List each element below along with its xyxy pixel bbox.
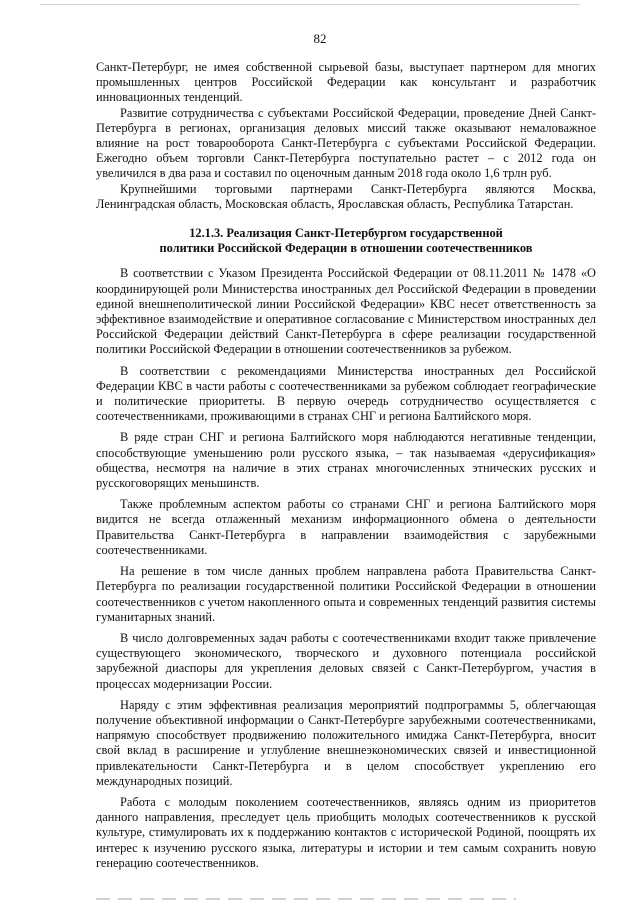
section-heading-line: политики Российской Федерации в отношении соотечественников (159, 241, 533, 256)
body-paragraph: В число долговременных задач работы с соотечественниками входит также привлечение существующего экономического, творческого и духовного потенциала российской зарубежной диаспоры для укрепления деловых связей с Санкт-Петербургом, участия в процессах модернизации России. (96, 630, 596, 691)
body-paragraph: Развитие сотрудничества с субъектами Российской Федерации, проведение Дней Санкт-Петербурга в регионах, организация деловых миссий также оказывают немаловажное влияние на рост товарооборота Санкт-Петербурга с субъектами Российской Федерации. Ежегодно объем торговли Санкт-Петербурга поступательно растет – с 2012 года он увеличился в два раза и составил по оценочным данным 2018 года около 1,6 трлн руб. (96, 105, 596, 181)
body-paragraph: В ряде стран СНГ и региона Балтийского моря наблюдаются негативные тенденции, способствующие уменьшению роли русского языка, – так называемая «дерусификация» общества, несмотря на наличие в этих странах многочисленных этнических русских и русскоговорящих меньшинств. (96, 430, 596, 491)
page-top-rule (40, 4, 580, 5)
body-paragraph: В соответствии с рекомендациями Министерства иностранных дел Российской Федерации КВС в части работы с соотечественниками за рубежом соблюдает географические и политические приоритеты. В первую очередь сотрудничество осуществляется с соотечественниками, проживающими в странах СНГ и региона Балтийского моря. (96, 363, 596, 424)
page-number: 82 (313, 31, 327, 46)
section-heading (96, 226, 596, 256)
body-paragraph: В соответствии с Указом Президента Российской Федерации от 08.11.2011 № 1478 «О координирующей роли Министерства иностранных дел Российской Федерации в проведении единой внешнеполитической линии Российской Федерации» КВС несет ответственность за эффективное взаимодействие и оперативное согласование с Министерством иностранных дел Российской Федерации действий Санкт-Петербурга в сфере реализации государственной политики Российской Федерации в отношении соотечественников за рубежом. (96, 266, 596, 357)
body-paragraph: Наряду с этим эффективная реализация мероприятий подпрограммы 5, облегчающая получение объективной информации о Санкт-Петербурге зарубежными соотечественниками, напрямую способствует продвижению положительного имиджа Санкт-Петербурга, вносит свой вклад в расширение и углубление внешнеэкономических связей и инвестиционной привлекательности Санкт-Петербурга и в целом способствует укреплению его международных позиций. (96, 697, 596, 788)
body-paragraph: На решение в том числе данных проблем направлена работа Правительства Санкт-Петербурга по реализации государственной политики Российской Федерации в отношении соотечественников с учетом накопленного опыта и современных тенденций развития системы гуманитарных знаний. (96, 564, 596, 624)
body-paragraph: Работа с молодым поколением соотечественников, являясь одним из приоритетов данного направления, преследует цель приобщить молодых соотечественников к русской культуре, стимулировать их к поддержанию контактов с исторической Родиной, поощрять их интерес к изучению русского языка, литературы и истории и тем самым сохранить новую генерацию соотечественников. (96, 794, 596, 870)
section-heading-line: 12.1.3. Реализация Санкт-Петербургом государственной (189, 226, 503, 241)
body-paragraph: Санкт-Петербург, не имея собственной сырьевой базы, выступает партнером для многих промышленных центров Российской Федерации как консультант и разработчик инновационных тенденций. (96, 60, 596, 105)
body-paragraph: Крупнейшими торговыми партнерами Санкт-Петербурга являются Москва, Ленинградская область, Московская область, Ярославская область, Республика Татарстан. (96, 181, 596, 211)
scan-artifact (96, 898, 516, 900)
body-paragraph: Также проблемным аспектом работы со странами СНГ и региона Балтийского моря видится не всегда отлаженный механизм информационного обмена о деятельности Правительства Санкт-Петербурга в направлении взаимодействия с зарубежными соотечественниками. (96, 497, 596, 557)
document-body (96, 60, 596, 871)
